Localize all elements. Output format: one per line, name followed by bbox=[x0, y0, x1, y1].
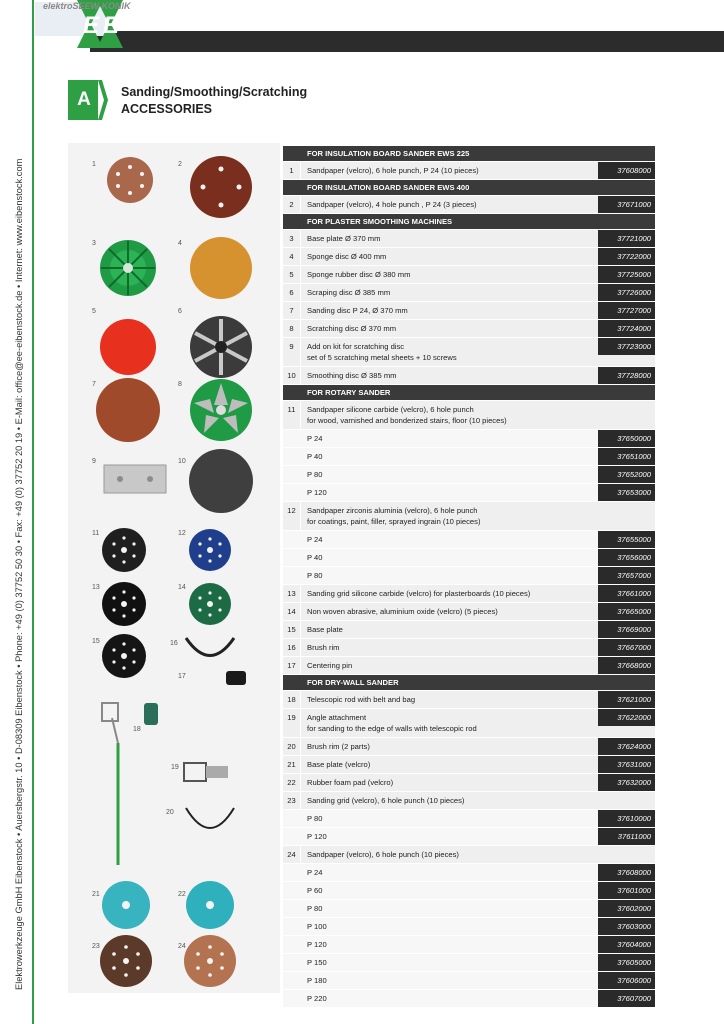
item-description-line: Base plate bbox=[307, 625, 343, 634]
section-letter: A bbox=[77, 89, 91, 110]
item-description-line: set of 5 scratching metal sheets + 10 screws bbox=[307, 353, 457, 362]
item-description-line: P 80 bbox=[307, 571, 323, 580]
article-number: 37661000 bbox=[598, 585, 655, 602]
item-description bbox=[307, 621, 595, 638]
article-number: 37668000 bbox=[598, 657, 655, 674]
table-subrow bbox=[283, 448, 655, 466]
item-description-line: Telescopic rod with belt and bag bbox=[307, 695, 416, 704]
item-description-line: P 80 bbox=[307, 814, 323, 823]
table-subrow bbox=[283, 567, 655, 585]
item-number: 9 bbox=[283, 338, 301, 366]
item-number: 3 bbox=[283, 230, 301, 247]
item-number: 10 bbox=[283, 367, 301, 384]
article-number: 37724000 bbox=[598, 320, 655, 337]
item-description-line: Centering pin bbox=[307, 661, 353, 670]
item-description bbox=[307, 320, 595, 337]
product-label: 1 bbox=[92, 161, 96, 168]
article-number: 37722000 bbox=[598, 248, 655, 265]
product-label: 11 bbox=[92, 530, 100, 537]
product-14-image bbox=[189, 583, 231, 625]
product-label: 20 bbox=[166, 809, 174, 816]
item-description-line: Scratching disc Ø 370 mm bbox=[307, 324, 397, 333]
table-section-header: FOR ROTARY SANDER bbox=[283, 385, 655, 401]
item-description-line: Sandpaper (velcro), 4 hole punch , P 24 (3 pieces) bbox=[307, 200, 477, 209]
product-9-image bbox=[104, 465, 166, 493]
article-number: 37607000 bbox=[598, 990, 655, 1007]
item-description bbox=[307, 756, 595, 773]
product-5-image bbox=[100, 319, 156, 375]
table-subrow bbox=[283, 828, 655, 846]
table-section-header: FOR INSULATION BOARD SANDER EWS 225 bbox=[283, 146, 655, 162]
article-number: 37632000 bbox=[598, 774, 655, 791]
item-number: 24 bbox=[283, 846, 301, 863]
product-label: 14 bbox=[178, 584, 186, 591]
item-number: 21 bbox=[283, 756, 301, 773]
article-number: 37605000 bbox=[598, 954, 655, 971]
page-title: Sanding/Smoothing/Scratching bbox=[121, 85, 308, 99]
table-row bbox=[283, 196, 655, 214]
table-row bbox=[283, 738, 655, 756]
product-24-image bbox=[184, 935, 236, 987]
item-description-line: Sandpaper zirconis aluminia (velcro), 6 hole punch bbox=[307, 506, 478, 515]
table-subrow bbox=[283, 882, 655, 900]
item-description bbox=[307, 230, 595, 247]
item-description-line: Scraping disc Ø 385 mm bbox=[307, 288, 391, 297]
article-number: 37669000 bbox=[598, 621, 655, 638]
item-description bbox=[307, 774, 595, 791]
product-15-image bbox=[102, 634, 146, 678]
item-description-line: P 24 bbox=[307, 535, 323, 544]
product-1-image bbox=[107, 157, 153, 203]
product-16-image bbox=[186, 638, 234, 656]
product-label: 13 bbox=[92, 584, 100, 591]
header-bar bbox=[90, 31, 724, 52]
table-row bbox=[283, 691, 655, 709]
product-label: 8 bbox=[178, 381, 182, 388]
item-description-line: for wood, varnished and bonderized stairs, floor (10 pieces) bbox=[307, 416, 507, 425]
item-description-line: P 150 bbox=[307, 958, 327, 967]
page-subtitle: ACCESSORIES bbox=[121, 102, 212, 116]
item-number: 14 bbox=[283, 603, 301, 620]
item-description bbox=[307, 918, 595, 935]
article-number: 37721000 bbox=[598, 230, 655, 247]
article-number: 37650000 bbox=[598, 430, 655, 447]
product-4-image bbox=[190, 237, 252, 299]
table-row bbox=[283, 502, 655, 531]
company-logo bbox=[33, 0, 133, 50]
item-description-line: P 40 bbox=[307, 452, 323, 461]
item-number: 5 bbox=[283, 266, 301, 283]
item-description bbox=[307, 401, 595, 429]
table-section-header: FOR PLASTER SMOOTHING MACHINES bbox=[283, 214, 655, 230]
item-description bbox=[307, 338, 595, 366]
item-description bbox=[307, 900, 595, 917]
product-21-image bbox=[102, 881, 150, 929]
item-description bbox=[307, 691, 595, 708]
item-description-line: Sanding grid (velcro), 6 hole punch (10 pieces) bbox=[307, 796, 465, 805]
table-row bbox=[283, 756, 655, 774]
item-description-line: P 100 bbox=[307, 922, 327, 931]
item-description bbox=[307, 266, 595, 283]
item-description bbox=[307, 810, 595, 827]
item-description bbox=[307, 531, 595, 548]
product-20-image bbox=[186, 808, 234, 828]
item-description bbox=[307, 466, 595, 483]
article-number: 37604000 bbox=[598, 936, 655, 953]
item-description-line: Rubber foam pad (velcro) bbox=[307, 778, 394, 787]
table-row bbox=[283, 367, 655, 385]
article-number: 37606000 bbox=[598, 972, 655, 989]
item-description bbox=[307, 502, 595, 530]
product-label: 22 bbox=[178, 891, 186, 898]
item-description-line: for coatings, paint, filler, sprayed ingrain (10 pieces) bbox=[307, 517, 481, 526]
product-table bbox=[283, 146, 655, 1008]
product-11-image bbox=[102, 528, 146, 572]
product-images bbox=[68, 143, 280, 993]
item-description-line: P 80 bbox=[307, 904, 323, 913]
article-number: 37610000 bbox=[598, 810, 655, 827]
table-subrow bbox=[283, 990, 655, 1008]
item-description-line: Brush rim (2 parts) bbox=[307, 742, 370, 751]
item-number: 16 bbox=[283, 639, 301, 656]
item-number: 12 bbox=[283, 502, 301, 530]
product-label: 5 bbox=[92, 308, 96, 315]
product-22-image bbox=[186, 881, 234, 929]
item-description-line: Non woven abrasive, aluminium oxide (velcro) (5 pieces) bbox=[307, 607, 498, 616]
table-row bbox=[283, 248, 655, 266]
article-number: 37603000 bbox=[598, 918, 655, 935]
item-description bbox=[307, 162, 595, 179]
article-number: 37655000 bbox=[598, 531, 655, 548]
product-13-image bbox=[102, 582, 146, 626]
item-description bbox=[307, 792, 595, 809]
item-description bbox=[307, 882, 595, 899]
item-description bbox=[307, 936, 595, 953]
article-number: 37651000 bbox=[598, 448, 655, 465]
item-description-line: Sponge disc Ø 400 mm bbox=[307, 252, 387, 261]
item-number: 11 bbox=[283, 401, 301, 429]
item-number: 18 bbox=[283, 691, 301, 708]
item-description-line: P 120 bbox=[307, 940, 327, 949]
table-row bbox=[283, 774, 655, 792]
table-row bbox=[283, 639, 655, 657]
product-6-image bbox=[190, 316, 252, 378]
item-description bbox=[307, 990, 595, 1007]
item-description-line: Add on kit for scratching disc bbox=[307, 342, 405, 351]
product-image-panel bbox=[68, 143, 280, 993]
item-description bbox=[307, 657, 595, 674]
item-number: 4 bbox=[283, 248, 301, 265]
article-number: 37728000 bbox=[598, 367, 655, 384]
item-description-line: Angle attachment bbox=[307, 713, 367, 722]
product-12-image bbox=[189, 529, 231, 571]
table-row bbox=[283, 792, 655, 810]
item-description bbox=[307, 248, 595, 265]
table-subrow bbox=[283, 864, 655, 882]
article-number: 37657000 bbox=[598, 567, 655, 584]
item-number: 8 bbox=[283, 320, 301, 337]
article-number: 37601000 bbox=[598, 882, 655, 899]
article-number: 37611000 bbox=[598, 828, 655, 845]
product-label: 21 bbox=[92, 891, 100, 898]
logo-text: elektroSEEW KONIK bbox=[43, 1, 131, 11]
product-label: 17 bbox=[178, 673, 186, 680]
product-18-image bbox=[102, 703, 158, 865]
product-label: 4 bbox=[178, 240, 182, 247]
table-subrow bbox=[283, 810, 655, 828]
article-number: 37656000 bbox=[598, 549, 655, 566]
item-description-line: Base plate (velcro) bbox=[307, 760, 371, 769]
product-23-image bbox=[100, 935, 152, 987]
product-17-image bbox=[226, 671, 246, 685]
table-row bbox=[283, 338, 655, 367]
article-number: 37624000 bbox=[598, 738, 655, 755]
product-label: 6 bbox=[178, 308, 182, 315]
item-description bbox=[307, 846, 595, 863]
table-subrow bbox=[283, 954, 655, 972]
product-label: 9 bbox=[92, 458, 96, 465]
table-row bbox=[283, 320, 655, 338]
article-number: 37723000 bbox=[598, 338, 655, 355]
table-section-header: FOR DRY-WALL SANDER bbox=[283, 675, 655, 691]
table-row bbox=[283, 709, 655, 738]
item-description-line: Smoothing disc Ø 385 mm bbox=[307, 371, 397, 380]
product-label: 7 bbox=[92, 381, 96, 388]
product-label: 16 bbox=[170, 640, 178, 647]
item-number: 2 bbox=[283, 196, 301, 213]
item-description-line: P 220 bbox=[307, 994, 327, 1003]
item-number: 7 bbox=[283, 302, 301, 319]
table-subrow bbox=[283, 531, 655, 549]
table-section-header: FOR INSULATION BOARD SANDER EWS 400 bbox=[283, 180, 655, 196]
item-description bbox=[307, 284, 595, 301]
product-label: 10 bbox=[178, 458, 186, 465]
table-row bbox=[283, 401, 655, 430]
item-description bbox=[307, 302, 595, 319]
product-label: 19 bbox=[171, 764, 179, 771]
table-subrow bbox=[283, 900, 655, 918]
product-label: 3 bbox=[92, 240, 96, 247]
article-number: 37622000 bbox=[598, 709, 655, 726]
item-description bbox=[307, 448, 595, 465]
table-row bbox=[283, 266, 655, 284]
item-description-line: P 120 bbox=[307, 832, 327, 841]
item-number: 20 bbox=[283, 738, 301, 755]
item-number: 23 bbox=[283, 792, 301, 809]
item-description-line: Sanding disc P 24, Ø 370 mm bbox=[307, 306, 408, 315]
item-description-line: P 24 bbox=[307, 434, 323, 443]
product-2-image bbox=[190, 156, 252, 218]
article-number: 37667000 bbox=[598, 639, 655, 656]
table-row bbox=[283, 846, 655, 864]
item-number: 15 bbox=[283, 621, 301, 638]
item-description bbox=[307, 603, 595, 620]
product-label: 2 bbox=[178, 161, 182, 168]
product-label: 23 bbox=[92, 943, 100, 950]
table-row bbox=[283, 284, 655, 302]
item-description bbox=[307, 972, 595, 989]
product-3-image bbox=[100, 240, 156, 296]
item-description-line: Sandpaper silicone carbide (velcro), 6 hole punch bbox=[307, 405, 474, 414]
item-description bbox=[307, 484, 595, 501]
item-description bbox=[307, 864, 595, 881]
table-row bbox=[283, 657, 655, 675]
company-contact-info: Elektrowerkzeuge GmbH Eibenstock • Auersbergstr. 10 • D-08309 Eibenstock • Phone: +49 (0) 37752 50 30 • Fax: +49 (0) 37752 20 19 • E-Mail: office@ee-eibenstock.de • Internet: www.eibenstock.com bbox=[14, 158, 24, 990]
item-description bbox=[307, 639, 595, 656]
table-subrow bbox=[283, 972, 655, 990]
item-description-line: for sanding to the edge of walls with telescopic rod bbox=[307, 724, 477, 733]
article-number: 37608000 bbox=[598, 162, 655, 179]
table-subrow bbox=[283, 918, 655, 936]
item-description bbox=[307, 709, 595, 737]
item-description-line: Sponge rubber disc Ø 380 mm bbox=[307, 270, 411, 279]
item-number: 19 bbox=[283, 709, 301, 737]
item-description bbox=[307, 738, 595, 755]
product-19-image bbox=[184, 763, 228, 781]
item-description-line: Sandpaper (velcro), 6 hole punch (10 pieces) bbox=[307, 850, 459, 859]
article-number: 37631000 bbox=[598, 756, 655, 773]
item-description-line: Base plate Ø 370 mm bbox=[307, 234, 381, 243]
article-number: 37671000 bbox=[598, 196, 655, 213]
item-description bbox=[307, 567, 595, 584]
article-number: 37621000 bbox=[598, 691, 655, 708]
item-description-line: P 24 bbox=[307, 868, 323, 877]
item-description-line: P 180 bbox=[307, 976, 327, 985]
product-label: 12 bbox=[178, 530, 186, 537]
table-row bbox=[283, 302, 655, 320]
side-accent-line bbox=[32, 0, 34, 1024]
item-description bbox=[307, 549, 595, 566]
item-description bbox=[307, 430, 595, 447]
product-label: 24 bbox=[178, 943, 186, 950]
product-7-image bbox=[96, 378, 160, 442]
table-row bbox=[283, 621, 655, 639]
article-number: 37726000 bbox=[598, 284, 655, 301]
item-description-line: P 40 bbox=[307, 553, 323, 562]
article-number: 37608000 bbox=[598, 864, 655, 881]
item-description bbox=[307, 585, 595, 602]
table-subrow bbox=[283, 430, 655, 448]
item-number: 1 bbox=[283, 162, 301, 179]
table-subrow bbox=[283, 936, 655, 954]
item-description-line: P 120 bbox=[307, 488, 327, 497]
table-subrow bbox=[283, 466, 655, 484]
article-number: 37653000 bbox=[598, 484, 655, 501]
table-subrow bbox=[283, 484, 655, 502]
table-row bbox=[283, 603, 655, 621]
item-description-line: Brush rim bbox=[307, 643, 340, 652]
item-description-line: Sanding grid silicone carbide (velcro) for plasterboards (10 pieces) bbox=[307, 589, 531, 598]
article-number: 37725000 bbox=[598, 266, 655, 283]
table-row bbox=[283, 585, 655, 603]
article-number: 37665000 bbox=[598, 603, 655, 620]
svg-text:E: E bbox=[103, 12, 120, 39]
item-description-line: Sandpaper (velcro), 6 hole punch, P 24 (10 pieces) bbox=[307, 166, 479, 175]
item-description bbox=[307, 954, 595, 971]
table-row bbox=[283, 230, 655, 248]
item-description bbox=[307, 196, 595, 213]
item-description-line: P 80 bbox=[307, 470, 323, 479]
product-10-image bbox=[189, 449, 253, 513]
item-description-line: P 60 bbox=[307, 886, 323, 895]
table-row bbox=[283, 162, 655, 180]
item-number: 22 bbox=[283, 774, 301, 791]
item-description bbox=[307, 367, 595, 384]
product-label: 18 bbox=[133, 726, 141, 733]
item-number: 17 bbox=[283, 657, 301, 674]
item-number: 13 bbox=[283, 585, 301, 602]
article-number: 37652000 bbox=[598, 466, 655, 483]
product-8-image bbox=[190, 379, 252, 441]
article-number: 37602000 bbox=[598, 900, 655, 917]
item-description bbox=[307, 828, 595, 845]
article-number: 37727000 bbox=[598, 302, 655, 319]
product-label: 15 bbox=[92, 638, 100, 645]
table-subrow bbox=[283, 549, 655, 567]
svg-text:E: E bbox=[83, 12, 100, 39]
item-number: 6 bbox=[283, 284, 301, 301]
